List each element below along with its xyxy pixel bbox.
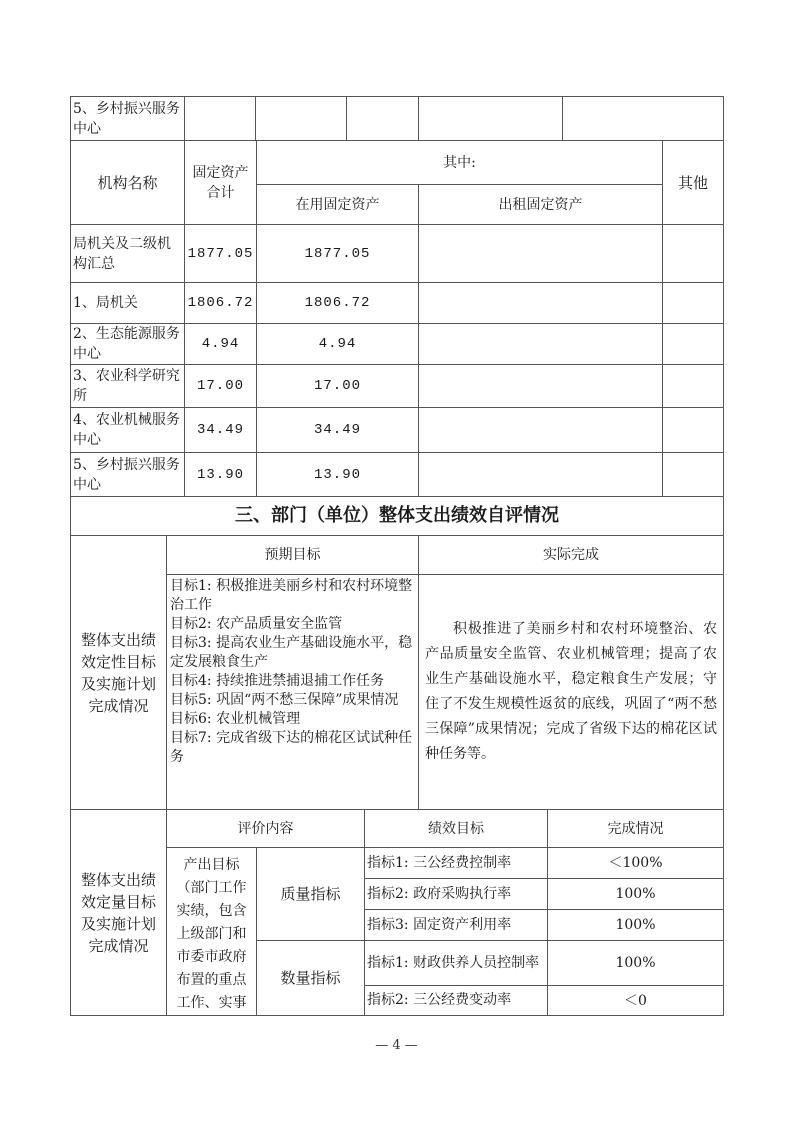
actual-cell: [418, 574, 724, 810]
indicator-target: 指标2: 三公经费变动率: [364, 985, 548, 1016]
asset-row-total: 4.94: [184, 323, 257, 365]
goal-item: 目标5: 巩固“两不愁三保障”成果情况: [170, 692, 399, 708]
qualitative-label: 整体支出绩效定性目标及实施计划完成情况: [70, 535, 167, 810]
goals-list: [166, 574, 419, 810]
goal-item: 目标7: 完成省级下达的棉花区试试种任务: [170, 730, 413, 765]
asset-row-other: [662, 364, 724, 408]
header-rented: 出租固定资产: [418, 184, 663, 225]
indicator-target: 指标1: 财政供养人员控制率: [364, 940, 548, 986]
goal-item: 目标1: 积极推进美丽乡村和农村环境整治工作: [170, 578, 413, 613]
indicator-target: 指标2: 政府采购执行率: [364, 878, 548, 910]
header-in-use: 在用固定资产: [256, 184, 419, 225]
asset-row-in-use: 34.49: [256, 407, 419, 453]
asset-row-name: 3、农业科学研究所: [70, 364, 185, 408]
asset-row-other: [662, 407, 724, 453]
indicator-target: 指标3: 固定资产利用率: [364, 909, 548, 941]
content-header: 评价内容: [166, 809, 365, 848]
header-org-name: 机构名称: [70, 140, 185, 225]
actual-header: 实际完成: [418, 535, 724, 575]
asset-row-other: [662, 224, 724, 283]
goal-item: 目标4: 持续推进禁捕退捕工作任务: [170, 673, 385, 689]
indicator-status: ＜100%: [547, 847, 724, 879]
top-row-empty-cell: [562, 96, 724, 141]
asset-row-other: [662, 323, 724, 365]
page-number: — 4 —: [375, 1038, 418, 1053]
actual-text: 积极推进了美丽乡村和农村环境整治、农产品质量安全监管、农业机械管理；提高了农业生产基础设施水平，稳定粮食生产发展；守住了不发生规模性返贫的底线，巩固了“两不愁三保障”成果情况；完成了省级下达的棉花区试种任务等。: [425, 621, 717, 762]
asset-row-name: 局机关及二级机构汇总: [70, 224, 185, 283]
asset-row-total: 17.00: [184, 364, 257, 408]
indicator-status: ＜0: [547, 985, 724, 1016]
goal-item: 目标3: 提高农业生产基础设施水平，稳定发展粮食生产: [170, 635, 413, 670]
goal-item: 目标2: 农产品质量安全监管: [170, 616, 343, 632]
asset-row-total: 1806.72: [184, 282, 257, 324]
asset-row-name: 2、生态能源服务中心: [70, 323, 185, 365]
asset-row-rented: [418, 407, 663, 453]
asset-row-name: 1、局机关: [70, 282, 185, 324]
header-total: 固定资产合计: [184, 140, 257, 225]
target-header: 绩效目标: [364, 809, 548, 848]
top-row-empty-cell: [255, 96, 347, 141]
asset-row-rented: [418, 224, 663, 283]
top-row-name: 5、乡村振兴服务中心: [70, 96, 185, 141]
top-row-empty-cell: [418, 96, 563, 141]
goal-item: 目标6: 农业机械管理: [170, 711, 301, 727]
indicator-group-label: 数量指标: [256, 940, 365, 1016]
section-title: 三、部门（单位）整体支出绩效自评情况: [70, 496, 724, 536]
asset-row-rented: [418, 282, 663, 324]
asset-row-in-use: 1877.05: [256, 224, 419, 283]
indicator-group-label: 质量指标: [256, 847, 365, 941]
indicator-status: 100%: [547, 940, 724, 986]
asset-row-in-use: 4.94: [256, 323, 419, 365]
asset-row-in-use: 13.90: [256, 452, 419, 497]
top-row-empty-cell: [346, 96, 419, 141]
asset-row-rented: [418, 452, 663, 497]
asset-row-other: [662, 282, 724, 324]
asset-row-other: [662, 452, 724, 497]
header-other: 其他: [662, 140, 724, 225]
asset-row-in-use: 17.00: [256, 364, 419, 408]
asset-row-name: 4、农业机械服务中心: [70, 407, 185, 453]
asset-row-total: 34.49: [184, 407, 257, 453]
top-row-empty-cell: [184, 96, 256, 141]
asset-row-total: 1877.05: [184, 224, 257, 283]
header-of-which: 其中:: [256, 140, 663, 185]
status-header: 完成情况: [547, 809, 724, 848]
asset-row-rented: [418, 323, 663, 365]
asset-row-rented: [418, 364, 663, 408]
asset-row-in-use: 1806.72: [256, 282, 419, 324]
asset-row-total: 13.90: [184, 452, 257, 497]
expected-header: 预期目标: [166, 535, 419, 575]
output-target-label: 产出目标（部门工作实绩，包含上级部门和市委市政府布置的重点工作、实事: [166, 847, 257, 1016]
quantitative-label: 整体支出绩效定量目标及实施计划完成情况: [70, 809, 167, 1016]
asset-row-name: 5、乡村振兴服务中心: [70, 452, 185, 497]
indicator-status: 100%: [547, 909, 724, 941]
indicator-status: 100%: [547, 878, 724, 910]
indicator-target: 指标1: 三公经费控制率: [364, 847, 548, 879]
